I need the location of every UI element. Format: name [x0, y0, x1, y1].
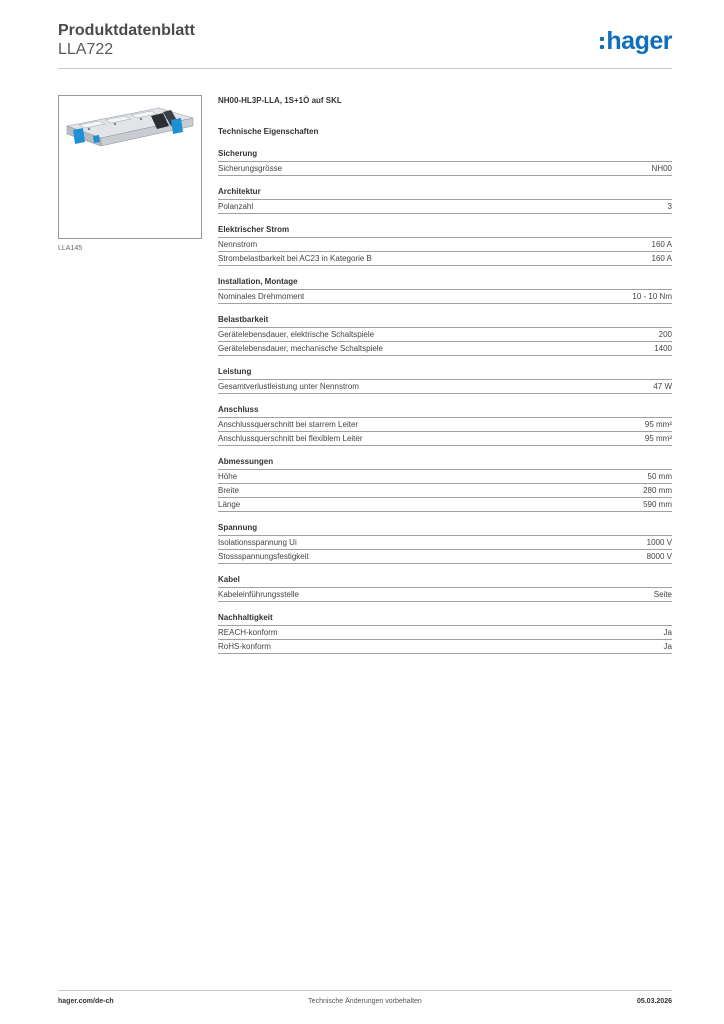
product-code: LLA722 [58, 41, 114, 58]
logo-text: hager [606, 27, 672, 55]
spec-label: Gerätelebensdauer, mechanische Schaltspiele [218, 344, 383, 353]
spec-label: Höhe [218, 472, 238, 481]
hager-logo [600, 28, 672, 54]
section-heading: Technische Eigenschaften [218, 127, 319, 136]
spec-value: 10 - 10 Nm [632, 292, 672, 301]
spec-value: Ja [663, 628, 672, 637]
spec-row [218, 200, 672, 214]
spec-row [218, 328, 672, 342]
spec-row [218, 252, 672, 266]
spec-group [218, 148, 672, 176]
spec-group [218, 522, 672, 564]
spec-label: Strombelastbarkeit bei AC23 in Kategorie B [218, 254, 372, 263]
spec-value: 95 mm² [644, 420, 672, 429]
spec-row [218, 484, 672, 498]
spec-group [218, 366, 672, 394]
spec-value: 50 mm [647, 472, 672, 481]
spec-value: NH00 [651, 164, 672, 173]
page-header [58, 22, 672, 68]
spec-row [218, 418, 672, 432]
spec-value: 95 mm² [644, 434, 672, 443]
document-title: Produktdatenblatt [58, 22, 195, 39]
image-caption: LLA145 [58, 245, 83, 252]
spec-group-title: Kabel [218, 574, 672, 588]
spec-groups [218, 148, 672, 654]
spec-group-title: Leistung [218, 366, 672, 380]
spec-group-title: Belastbarkeit [218, 314, 672, 328]
switch-disconnector-image [59, 96, 201, 238]
page-footer [58, 998, 672, 1010]
spec-label: Polanzahl [218, 202, 254, 211]
spec-group [218, 574, 672, 602]
spec-label: Nominales Drehmoment [218, 292, 305, 301]
spec-label: Gesamtverlustleistung unter Nennstrom [218, 382, 359, 391]
spec-label: RoHS-konform [218, 642, 271, 651]
spec-label: Nennstrom [218, 240, 258, 249]
spec-row [218, 162, 672, 176]
spec-row [218, 588, 672, 602]
spec-value: 280 mm [643, 486, 672, 495]
spec-label: Breite [218, 486, 239, 495]
spec-group-title: Nachhaltigkeit [218, 612, 672, 626]
product-name: NH00-HL3P-LLA, 1S+1Ö auf SKL [218, 96, 342, 105]
spec-row [218, 290, 672, 304]
spec-row [218, 238, 672, 252]
spec-row [218, 626, 672, 640]
spec-group-title: Sicherung [218, 148, 672, 162]
spec-row [218, 550, 672, 564]
spec-group [218, 224, 672, 266]
spec-label: Sicherungsgrösse [218, 164, 283, 173]
spec-row [218, 640, 672, 654]
footer-date: 05.03.2026 [636, 998, 672, 1005]
spec-label: Stossspannungsfestigkeit [218, 552, 309, 561]
header-divider [58, 68, 672, 69]
footer-divider [58, 990, 672, 991]
spec-group-title: Anschluss [218, 404, 672, 418]
spec-group-title: Elektrischer Strom [218, 224, 672, 238]
product-image [58, 95, 202, 239]
spec-value: 160 A [651, 240, 672, 249]
footer-notice: Technische Änderungen vorbehalten [308, 998, 422, 1005]
spec-value: 47 W [653, 382, 672, 391]
spec-label: Anschlussquerschnitt bei starrem Leiter [218, 420, 359, 429]
footer-website-link[interactable]: hager.com/de-ch [58, 998, 114, 1005]
spec-label: REACH-konform [218, 628, 278, 637]
spec-label: Anschlussquerschnitt bei flexiblem Leiter [218, 434, 363, 443]
spec-group [218, 314, 672, 356]
spec-group [218, 186, 672, 214]
spec-group [218, 276, 672, 304]
spec-value: Seite [653, 590, 672, 599]
spec-label: Kabeleinführungsstelle [218, 590, 299, 599]
spec-row [218, 536, 672, 550]
spec-value: 3 [667, 202, 672, 211]
spec-value: 1000 V [646, 538, 672, 547]
spec-label: Isolationsspannung Ui [218, 538, 297, 547]
spec-value: 160 A [651, 254, 672, 263]
spec-group-title: Abmessungen [218, 456, 672, 470]
spec-value: 8000 V [646, 552, 672, 561]
spec-group [218, 456, 672, 512]
logo-colon-icon [600, 37, 604, 49]
spec-label: Gerätelebensdauer, elektrische Schaltspiele [218, 330, 375, 339]
spec-row [218, 470, 672, 484]
spec-row [218, 432, 672, 446]
spec-value: 1400 [654, 344, 672, 353]
spec-group-title: Architektur [218, 186, 672, 200]
spec-row [218, 380, 672, 394]
spec-value: 200 [658, 330, 672, 339]
spec-content [218, 95, 672, 654]
spec-row [218, 498, 672, 512]
spec-group [218, 404, 672, 446]
spec-group [218, 612, 672, 654]
spec-group-title: Spannung [218, 522, 672, 536]
spec-value: Ja [663, 642, 672, 651]
spec-label: Länge [218, 500, 241, 509]
spec-group-title: Installation, Montage [218, 276, 672, 290]
spec-row [218, 342, 672, 356]
spec-value: 590 mm [643, 500, 672, 509]
